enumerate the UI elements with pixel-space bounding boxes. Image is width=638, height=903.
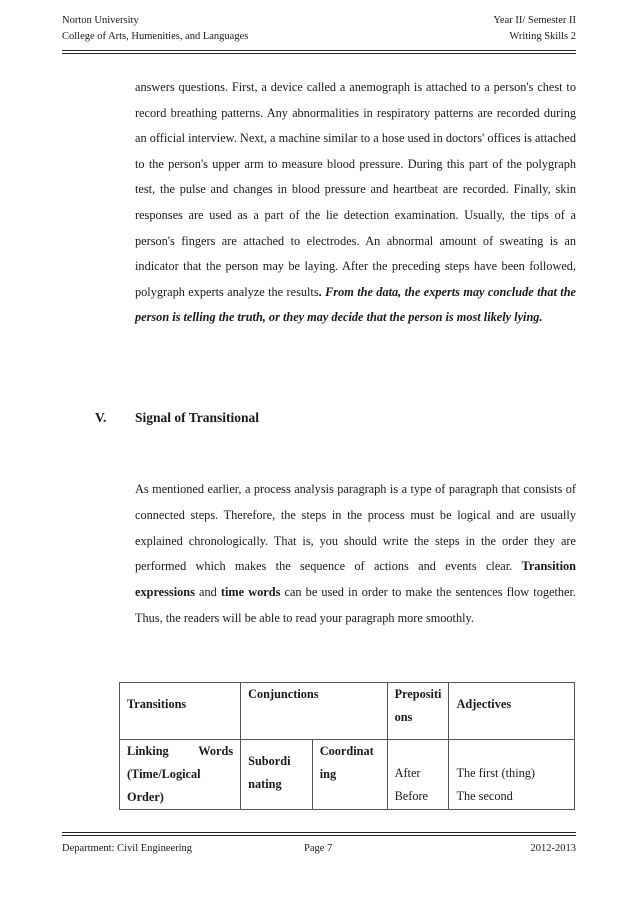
th-transitions: Transitions — [120, 683, 241, 740]
adjective-second: The second — [456, 789, 513, 803]
footer-year: 2012-2013 — [530, 843, 576, 854]
th-adjectives: Adjectives — [449, 683, 575, 740]
header-course: Writing Skills 2 — [509, 31, 576, 42]
header-rule-thin — [62, 53, 576, 54]
preposition-after: After — [394, 766, 421, 780]
page-header — [62, 13, 576, 45]
td-coordinating: Coordinat ing — [312, 740, 387, 810]
section-number: V. — [95, 410, 107, 425]
paragraph-transitional-text-3: can be used in order to make the sentences flow together. Thus, the readers will be able to read your paragraph more smoothly. — [135, 585, 576, 625]
page-footer — [62, 832, 576, 854]
footer-rule-thin — [62, 835, 576, 836]
paragraph-transitional-text-2: and — [194, 585, 221, 600]
header-rule-thick — [62, 50, 576, 51]
term-time-words: time words — [220, 585, 281, 600]
td-prepositions — [387, 740, 449, 810]
footer-department: Department: Civil Engineering — [62, 843, 193, 854]
header-university: Norton University — [62, 15, 139, 26]
term-transition-expressions: Transition expressions — [135, 559, 576, 600]
section-title: Signal of Transitional — [135, 410, 260, 425]
adjective-first: The first (thing) — [456, 766, 536, 780]
footer-page-number: Page 7 — [304, 843, 333, 854]
preposition-before: Before — [394, 789, 429, 803]
paragraph-transitional-text-1: As mentioned earlier, a process analysis paragraph is a type of paragraph that consists of connected steps. Therefore, the steps in the process must be logical and are usually explained chronologically. That is, you should write the steps in the order they are performed which makes the sequence of actions and events clear. — [135, 482, 576, 574]
paragraph-polygraph-text: answers questions. First, a device called a anemograph is attached to a person's chest to record breathing patterns. Any abnormalities in respiratory patterns are recorded during an official interview. Next, a machine similar to a hose used in doctors' offices is attached to the person's upper arm to measure blood pressure. During this part of the polygraph test, the pulse and changes in blood pressure and heartbeat are recorded. Finally, skin responses are used as a part of the lie detection examination. Usually, the tips of a person's fingers are attached to electrodes. An abnormal amount of sweating is an indicator that the person may be laying. After the preceding steps have been followed, polygraph experts analyze the results — [135, 80, 576, 299]
th-prepositions: Prepositi ons — [387, 683, 449, 740]
paragraph-transitional — [135, 477, 576, 632]
paragraph-polygraph — [135, 75, 576, 331]
footer-rule-thick — [62, 832, 576, 833]
paragraph-polygraph-period: . — [318, 284, 322, 299]
header-college: College of Arts, Humenities, and Languages — [62, 31, 249, 42]
header-year-semester: Year II/ Semester II — [493, 15, 576, 26]
td-adjectives — [449, 740, 575, 810]
td-linking-words: Linking Words (Time/Logical Order) — [120, 740, 241, 810]
th-conjunctions: Conjunctions — [241, 683, 387, 740]
transitions-table — [119, 682, 575, 810]
table-row — [120, 740, 575, 810]
td-subordinating: Subordi nating — [241, 740, 313, 810]
paragraph-polygraph-emphasis: From the data, the experts may conclude that the person is telling the truth, or they may decide that the person is most likely lying. — [135, 284, 576, 325]
table-header-row — [120, 683, 575, 740]
